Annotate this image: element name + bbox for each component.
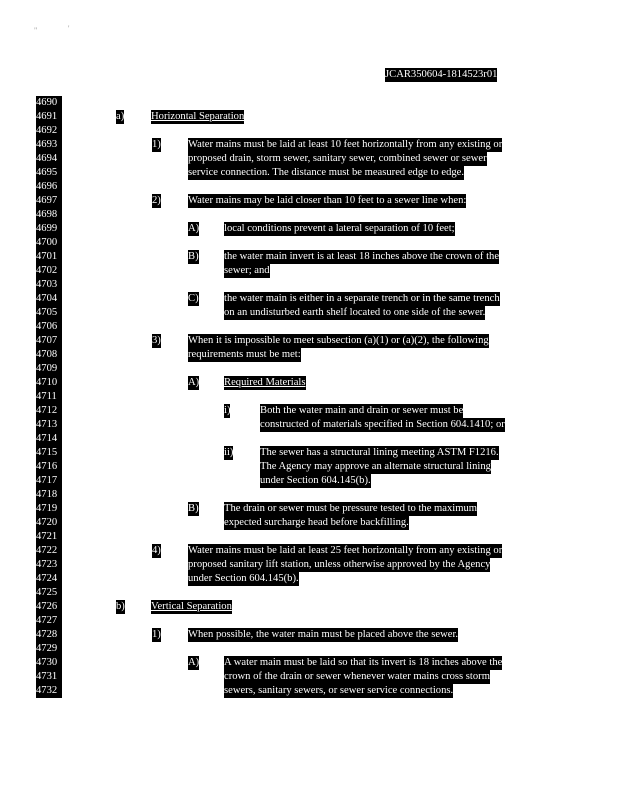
line-number: 4694 [36, 152, 62, 166]
line-number: 4703 [36, 278, 62, 292]
line-number: 4711 [36, 390, 62, 404]
item-marker: 1) [152, 139, 161, 150]
paragraph-line: sewer; and [224, 265, 270, 276]
subitem-marker: B) [188, 503, 199, 514]
paragraph-line: under Section 604.145(b). [188, 573, 299, 584]
line-number: 4725 [36, 586, 62, 600]
subsection-heading: Horizontal Separation [151, 111, 245, 122]
subsection-marker: b) [116, 601, 125, 612]
paragraph-line: constructed of materials specified in Section 604.1410; or [260, 419, 505, 430]
clause-marker: ii) [224, 447, 234, 458]
paragraph-line: expected surcharge head before backfilling. [224, 517, 409, 528]
paragraph-line: local conditions prevent a lateral separation of 10 feet; [224, 223, 455, 234]
subitem-marker: A) [188, 377, 200, 388]
line-number: 4721 [36, 530, 62, 544]
line-number: 4701 [36, 250, 62, 264]
paragraph-line: proposed sanitary lift station, unless otherwise approved by the Agency [188, 559, 491, 570]
paragraph-line: When possible, the water main must be placed above the sewer. [188, 629, 459, 640]
paragraph-line: Both the water main and drain or sewer must be [260, 405, 464, 416]
line-number: 4719 [36, 502, 62, 516]
paragraph-line: Water mains must be laid at least 25 feet horizontally from any existing or [188, 545, 503, 556]
line-number: 4695 [36, 166, 62, 180]
item-marker: 2) [152, 195, 161, 206]
line-number: 4691 [36, 110, 62, 124]
line-number: 4702 [36, 264, 62, 278]
line-number: 4728 [36, 628, 62, 642]
paragraph-line: service connection. The distance must be measured edge to edge. [188, 167, 465, 178]
line-number: 4696 [36, 180, 62, 194]
line-number: 4712 [36, 404, 62, 418]
line-number: 4704 [36, 292, 62, 306]
item-marker: 4) [152, 545, 161, 556]
subitem-marker: B) [188, 251, 199, 262]
line-number: 4714 [36, 432, 62, 446]
line-number: 4720 [36, 516, 62, 530]
subitem-marker: C) [188, 293, 199, 304]
paragraph-line: When it is impossible to meet subsection (a)(1) or (a)(2), the following [188, 335, 489, 346]
line-number: 4698 [36, 208, 62, 222]
paragraph-line: The drain or sewer must be pressure tested to the maximum [224, 503, 478, 514]
item-marker: 1) [152, 629, 161, 640]
item-marker: 3) [152, 335, 161, 346]
subitem-marker: A) [188, 223, 200, 234]
line-number: 4716 [36, 460, 62, 474]
paragraph-line: requirements must be met: [188, 349, 301, 360]
subitem-heading: Required Materials [224, 377, 306, 388]
paragraph-line: sewers, sanitary sewers, or sewer service connections. [224, 685, 454, 696]
document-id: JCAR350604-1814523r01 [385, 69, 498, 80]
line-number: 4690 [36, 96, 62, 110]
subsection-heading: Vertical Separation [151, 601, 232, 612]
paragraph-line: proposed drain, storm sewer, sanitary sewer, combined sewer or sewer [188, 153, 487, 164]
paragraph-line: The sewer has a structural lining meeting ASTM F1216. [260, 447, 499, 458]
line-number: 4724 [36, 572, 62, 586]
paragraph-line: under Section 604.145(b). [260, 475, 371, 486]
paragraph-line: Water mains may be laid closer than 10 feet to a sewer line when: [188, 195, 467, 206]
scan-speck: ' [68, 24, 70, 33]
line-number: 4707 [36, 334, 62, 348]
paragraph-line: crown of the drain or sewer whenever water mains cross storm [224, 671, 490, 682]
line-number: 4730 [36, 656, 62, 670]
paragraph-line: The Agency may approve an alternate structural lining [260, 461, 491, 472]
scan-speck: " [34, 26, 38, 35]
line-number: 4723 [36, 558, 62, 572]
line-number: 4713 [36, 418, 62, 432]
line-number: 4722 [36, 544, 62, 558]
line-number: 4697 [36, 194, 62, 208]
line-number: 4717 [36, 474, 62, 488]
line-number: 4715 [36, 446, 62, 460]
paragraph-line: Water mains must be laid at least 10 feet horizontally from any existing or [188, 139, 503, 150]
line-number: 4732 [36, 684, 62, 698]
line-number: 4731 [36, 670, 62, 684]
line-number: 4708 [36, 348, 62, 362]
line-number: 4729 [36, 642, 62, 656]
line-number: 4693 [36, 138, 62, 152]
paragraph-line: the water main is either in a separate trench or in the same trench [224, 293, 500, 304]
clause-marker: i) [224, 405, 231, 416]
line-number: 4726 [36, 600, 62, 614]
paragraph-line: on an undisturbed earth shelf located to one side of the sewer. [224, 307, 486, 318]
paragraph-line: the water main invert is at least 18 inches above the crown of the [224, 251, 500, 262]
line-number: 4705 [36, 306, 62, 320]
line-number: 4718 [36, 488, 62, 502]
line-number: 4727 [36, 614, 62, 628]
line-number: 4710 [36, 376, 62, 390]
line-number: 4700 [36, 236, 62, 250]
line-number: 4699 [36, 222, 62, 236]
subsection-marker: a) [116, 111, 125, 122]
line-number: 4706 [36, 320, 62, 334]
line-number: 4692 [36, 124, 62, 138]
paragraph-line: A water main must be laid so that its invert is 18 inches above the [224, 657, 503, 668]
line-number: 4709 [36, 362, 62, 376]
subitem-marker: A) [188, 657, 200, 668]
